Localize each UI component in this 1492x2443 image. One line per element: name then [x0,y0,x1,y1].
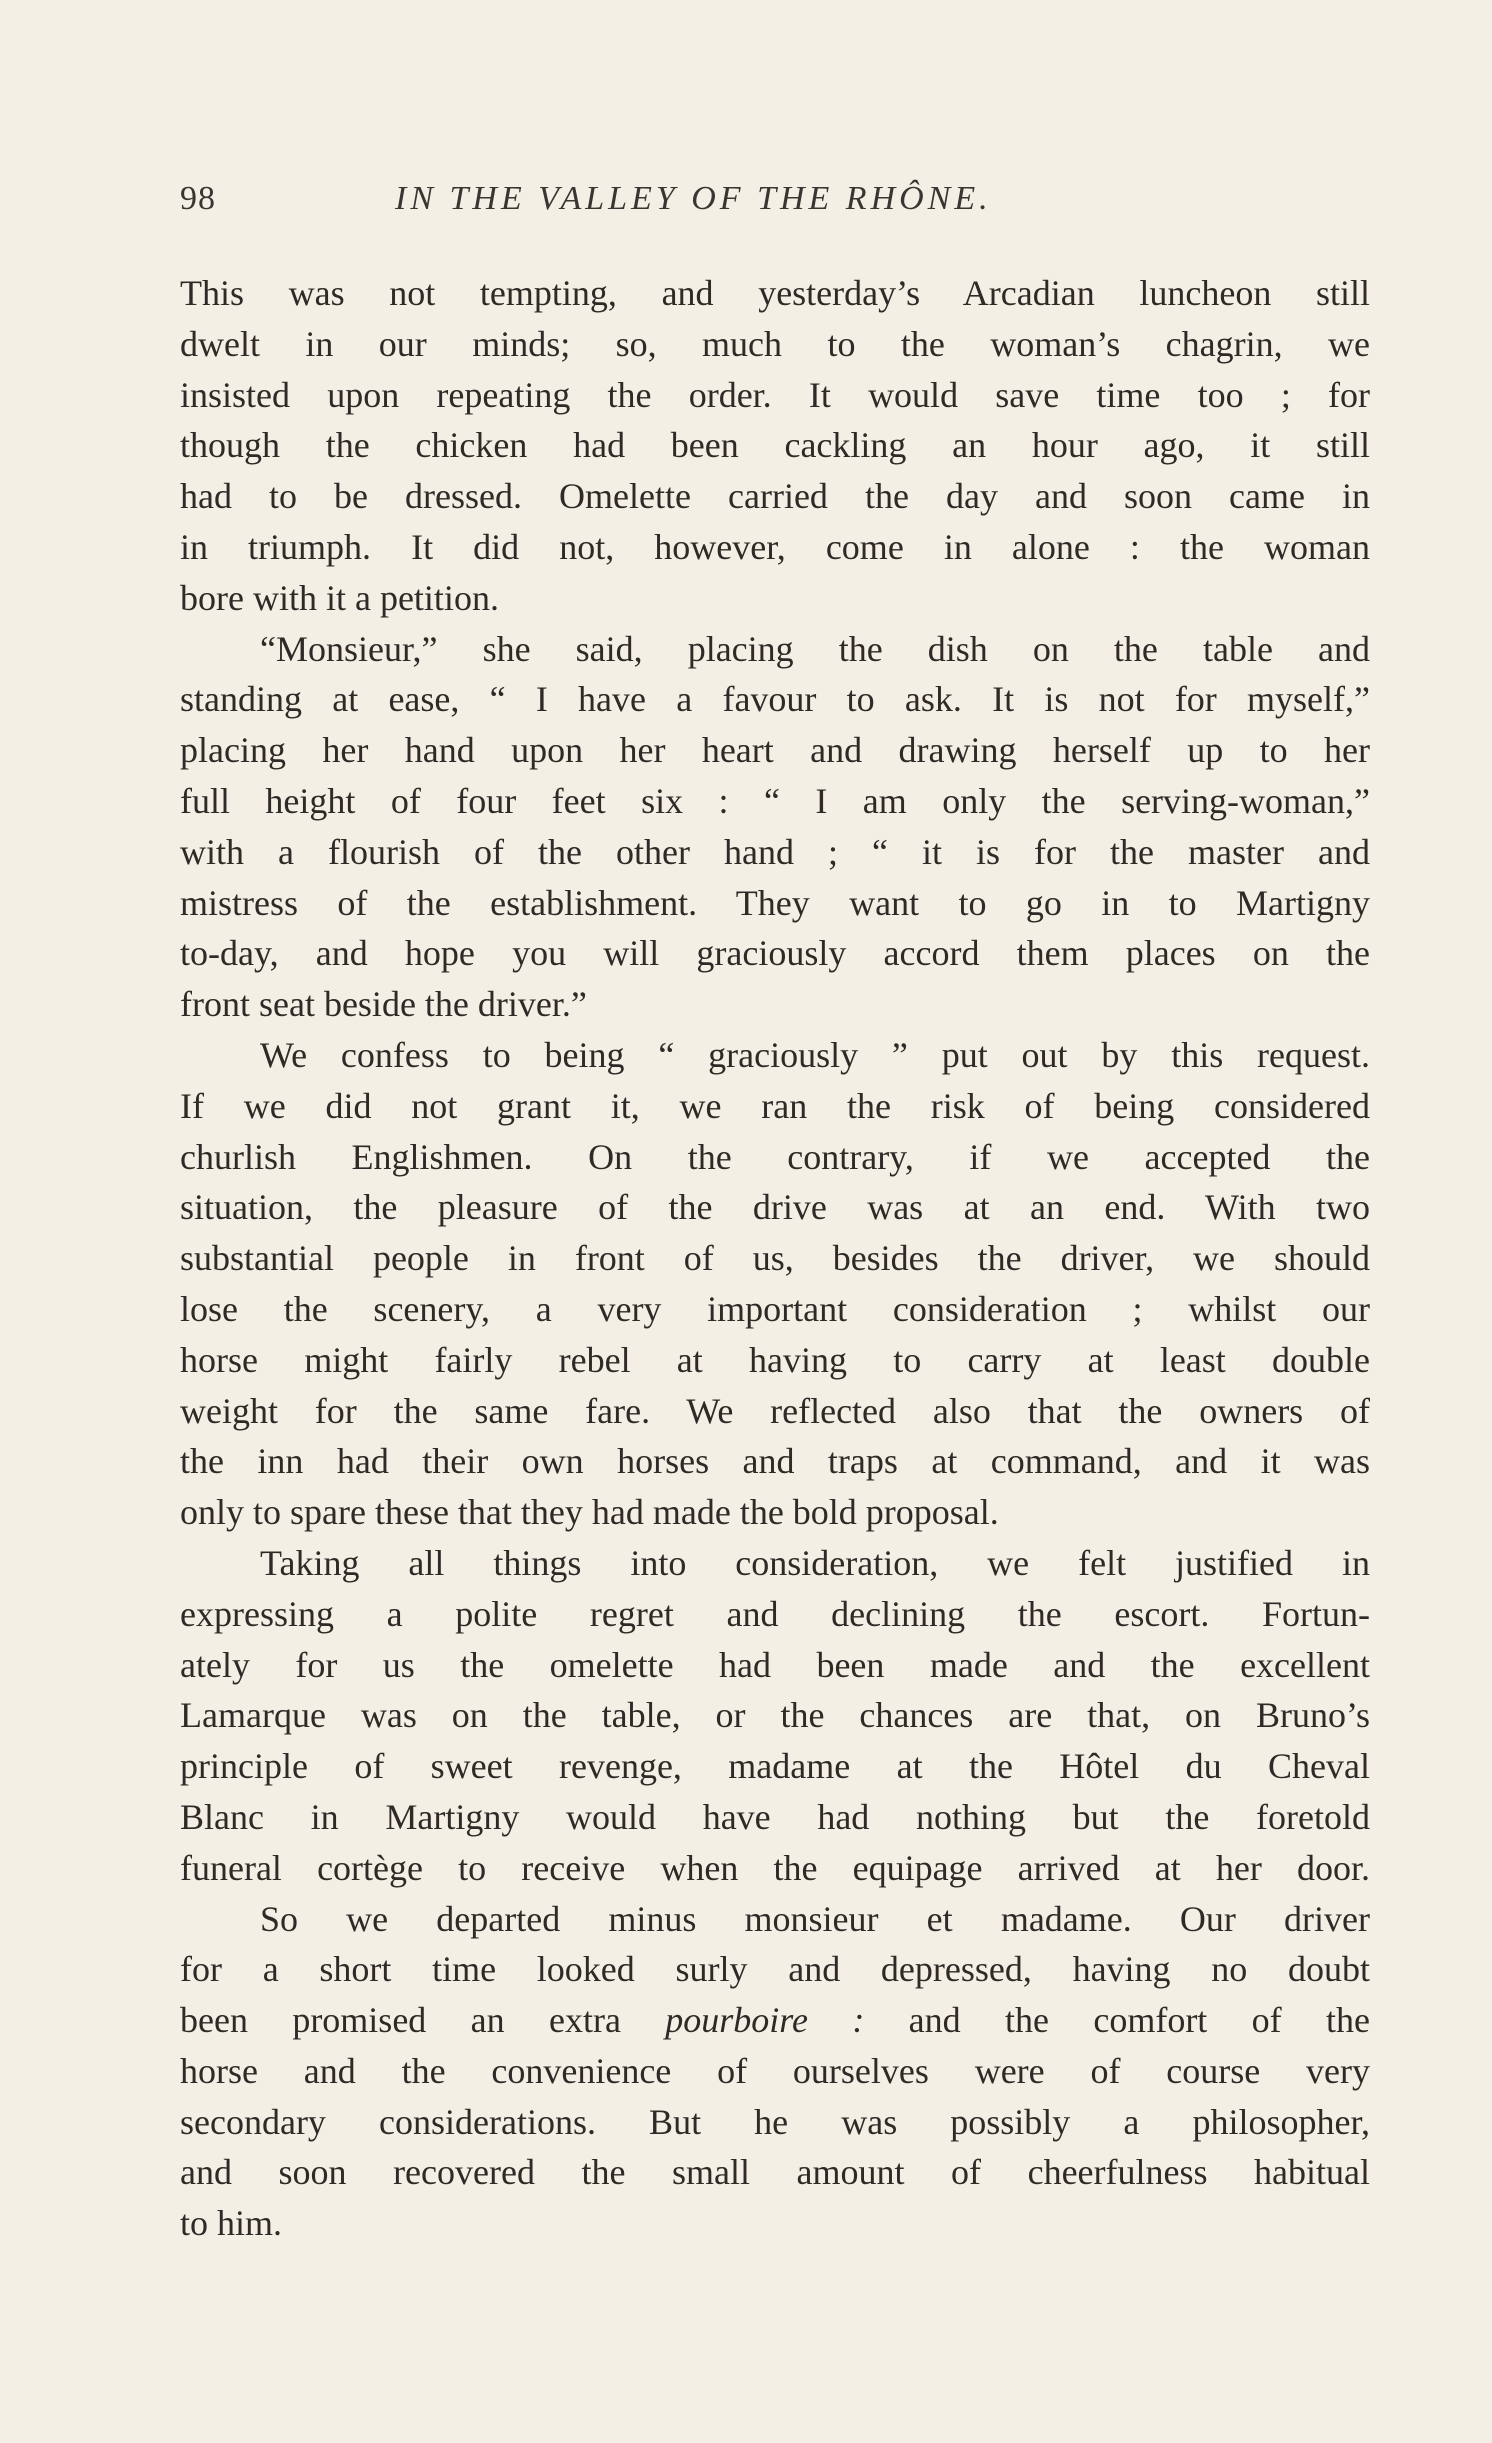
text-line: “Monsieur,” she said, placing the dish on the table and [260,628,1370,669]
text-line: If we did not grant it, we ran the risk of being considered [180,1085,1370,1126]
text-line: to-day, and hope you will graciously accord them places on the [180,933,1370,974]
text-line: Lamarque was on the table, or the chances are that, on Bruno’s [180,1695,1370,1736]
text-line: mistress of the establishment. They want to go in to Martigny [180,882,1370,923]
text-line: secondary considerations. But he was possibly a philosopher, [180,2101,1370,2142]
text-segment: been promised an extra [180,2000,666,2041]
text-line: horse might fairly rebel at having to carry at least double [180,1339,1370,1380]
text-line: lose the scenery, a very important consideration ; whilst our [180,1288,1370,1329]
page-number: 98 [180,180,216,217]
text-line: funeral cortège to receive when the equipage arrived at her door. [180,1847,1370,1888]
text-line: for a short time looked surly and depressed, having no doubt [180,1949,1370,1990]
text-segment: and the comfort of the [864,2000,1370,2041]
text-line-mixed [180,1995,1370,2046]
text-line: substantial people in front of us, besides the driver, we should [180,1238,1370,1279]
text-line: to him. [180,2203,283,2244]
text-line: insisted upon repeating the order. It would save time too ; for [180,374,1370,415]
text-line: So we departed minus monsieur et madame. Our driver [260,1898,1370,1939]
running-title: IN THE VALLEY OF THE RHÔNE. [395,180,992,217]
text-line: with a flourish of the other hand ; “ it is for the master and [180,831,1370,872]
text-line: bore with it a petition. [180,577,499,618]
text-line: ately for us the omelette had been made and the excellent [180,1644,1370,1685]
text-line: placing her hand upon her heart and drawing herself up to her [180,730,1370,771]
text-line: principle of sweet revenge, madame at the Hôtel du Cheval [180,1746,1370,1787]
text-line: in triumph. It did not, however, come in alone : the woman [180,526,1370,567]
body-text [180,268,1370,2249]
text-line: front seat beside the driver.” [180,984,587,1025]
text-line: horse and the convenience of ourselves were of course very [180,2050,1370,2091]
text-line: only to spare these that they had made the bold proposal. [180,1492,999,1533]
text-line: churlish Englishmen. On the contrary, if we accepted the [180,1136,1370,1177]
text-line: We confess to being “ graciously ” put out by this request. [260,1034,1370,1075]
text-line: This was not tempting, and yesterday’s Arcadian luncheon still [180,273,1370,313]
text-line: had to be dressed. Omelette carried the day and soon came in [180,476,1370,517]
text-line: full height of four feet six : “ I am only the serving-woman,” [180,780,1370,821]
text-line: and soon recovered the small amount of cheerfulness habitual [180,2152,1370,2193]
text-line: weight for the same fare. We reflected also that the owners of [180,1390,1370,1431]
italic-word: pourboire : [665,2000,865,2041]
text-line: dwelt in our minds; so, much to the woman’s chagrin, we [180,323,1370,364]
running-head [180,180,1370,230]
text-line: situation, the pleasure of the drive was at an end. With two [180,1187,1370,1228]
text-line: Taking all things into consideration, we felt justified in [260,1542,1370,1583]
text-line: standing at ease, “ I have a favour to ask. It is not for myself,” [180,679,1370,720]
text-line: the inn had their own horses and traps at command, and it was [180,1441,1370,1482]
text-line: expressing a polite regret and declining the escort. Fortun- [180,1593,1370,1634]
text-line: Blanc in Martigny would have had nothing but the foretold [180,1796,1370,1837]
text-line: though the chicken had been cackling an hour ago, it still [180,425,1370,466]
